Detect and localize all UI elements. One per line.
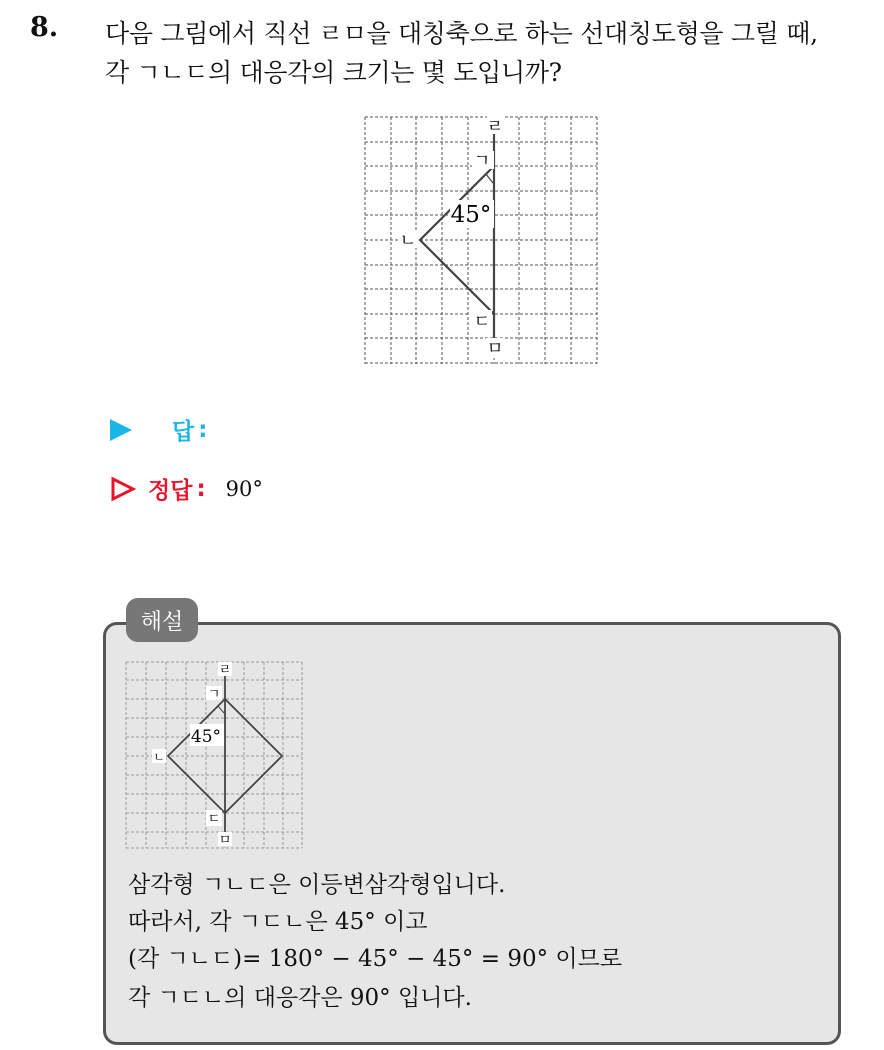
answer-row <box>110 413 207 446</box>
explanation-tab: 해설 <box>126 598 198 642</box>
question-figure <box>364 116 600 366</box>
explanation-line-2: 따라서, 각 ㄱㄷㄴ은 45° 이고 <box>128 909 428 935</box>
angle-label: 45° <box>190 727 222 747</box>
explanation-figure <box>124 660 306 852</box>
label-g: ㄱ <box>473 151 491 171</box>
correct-answer-label: 정답 <box>148 478 193 504</box>
angle-label: 45° <box>450 202 492 228</box>
label-bottom: ㅁ <box>486 339 504 359</box>
label-d: ㄷ <box>473 312 491 332</box>
answer-label: 답 <box>172 419 195 445</box>
label-d: ㄷ <box>207 812 221 827</box>
label-n: ㄴ <box>399 231 417 251</box>
label-g: ㄱ <box>207 687 221 702</box>
label-n: ㄴ <box>153 750 165 764</box>
label-bottom: ㅁ <box>218 833 232 848</box>
outline-triangle-icon <box>110 476 136 502</box>
question-number: 8. <box>30 12 59 43</box>
question-text-line-1: 다음 그림에서 직선 ㄹㅁ을 대칭축으로 하는 선대칭도형을 그릴 때, <box>105 19 818 48</box>
explanation-line-3: (각 ㄱㄴㄷ)= 180° − 45° − 45° = 90° 이므로 <box>128 946 623 972</box>
play-triangle-icon <box>110 419 132 441</box>
label-top: ㄹ <box>486 117 504 137</box>
label-top: ㄹ <box>218 663 232 678</box>
angle-arc <box>218 706 225 714</box>
answer-colon: : <box>198 416 208 443</box>
question-text-line-2: 각 ㄱㄴㄷ의 대응각의 크기는 몇 도입니까? <box>105 58 562 87</box>
angle-arc <box>486 174 494 184</box>
explanation-line-4: 각 ㄱㄷㄴ의 대응각은 90° 입니다. <box>128 985 472 1011</box>
explanation-line-1: 삼각형 ㄱㄴㄷ은 이등변삼각형입니다. <box>128 872 506 898</box>
correct-answer-value: 90° <box>225 476 263 501</box>
correct-answer-row <box>110 472 263 505</box>
correct-answer-colon: : <box>196 475 206 502</box>
